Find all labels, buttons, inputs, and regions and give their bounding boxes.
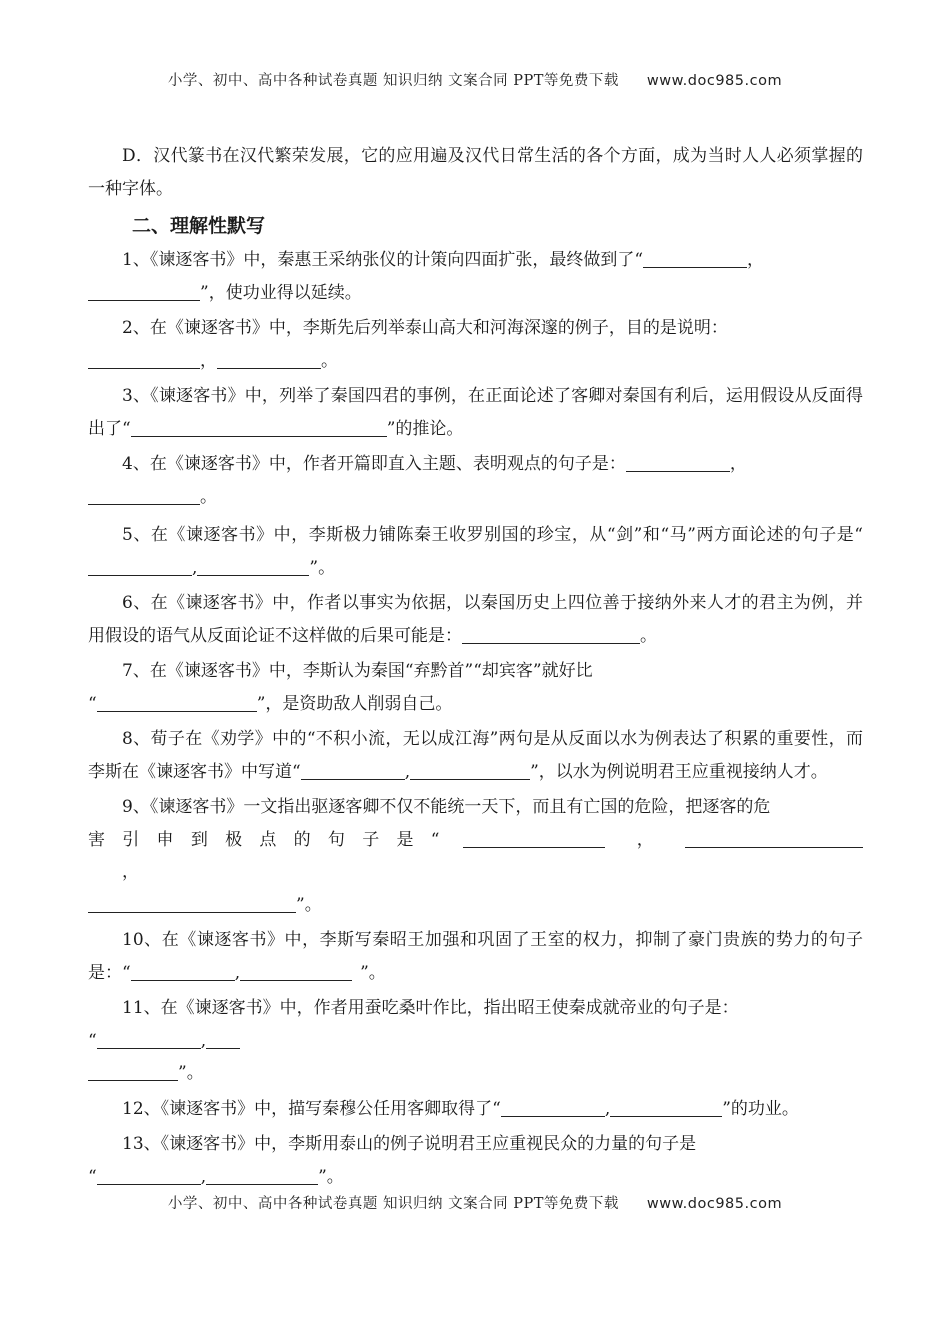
option-d: D．汉代篆书在汉代繁荣发展，它的应用遍及汉代日常生活的各个方面，成为当时人人必须掌握的一种字体。 xyxy=(88,146,863,199)
q12-text-a: 12、《谏逐客书》中，描写秦穆公任用客卿取得了“ xyxy=(122,1098,501,1119)
q8-text-a: 8、荀子在《劝学》中的“不积小流，无以成江海”两句是从反面以水为例表达了积累的重要性，而李斯在《谏逐客书》中写道“ xyxy=(88,729,863,782)
q9-text-e: ”。 xyxy=(296,894,322,915)
answer-blank[interactable] xyxy=(88,894,296,913)
answer-blank[interactable] xyxy=(301,761,405,780)
answer-blank[interactable] xyxy=(610,1098,722,1117)
q4-text-b: ， xyxy=(729,454,747,474)
answer-blank[interactable] xyxy=(88,350,200,369)
answer-blank[interactable] xyxy=(240,962,352,981)
answer-blank[interactable] xyxy=(97,693,257,712)
q10-text-b: , xyxy=(234,962,241,983)
answer-blank[interactable] xyxy=(462,625,640,644)
header-url[interactable]: www.doc985.com xyxy=(646,73,783,89)
question-3 xyxy=(88,380,863,445)
answer-blank[interactable] xyxy=(88,486,200,505)
question-12 xyxy=(88,1093,863,1126)
answer-blank[interactable] xyxy=(97,1030,201,1049)
question-13 xyxy=(88,1128,863,1193)
q1-text-c: ”，使功业得以延续。 xyxy=(200,282,362,303)
q5-text-a: 5、在《谏逐客书》中，李斯极力铺陈秦王收罗别国的珍宝，从“剑”和“马”两方面论述的句子是“ xyxy=(122,525,863,545)
q3-text-a: 3、《谏逐客书》中，列举了秦国四君的事例，在正面论述了客卿对秦国有利后，运用假设从反面得出了“ xyxy=(88,386,863,439)
question-7 xyxy=(88,655,863,720)
footer-banner xyxy=(0,1192,950,1213)
q11-text-c: , xyxy=(200,1030,207,1051)
answer-blank[interactable] xyxy=(463,829,605,848)
q7-text-a: 7、在《谏逐客书》中，李斯认为秦国“弃黔首”“却宾客”就好比 xyxy=(122,661,593,681)
section-title: 二、理解性默写 xyxy=(132,215,266,237)
answer-blank[interactable] xyxy=(206,1030,240,1049)
q4-text-c: 。 xyxy=(200,486,217,507)
q11-text-b: “ xyxy=(88,1030,97,1051)
q11-text-a: 11、在《谏逐客书》中，作者用蚕吃桑叶作比，指出昭王使秦成就帝业的句子是： xyxy=(122,998,739,1018)
q8-text-b: , xyxy=(404,761,411,782)
q5-text-b: , xyxy=(192,557,198,578)
question-10 xyxy=(88,924,863,989)
answer-blank[interactable] xyxy=(410,761,530,780)
q9-text-d: ， xyxy=(122,862,139,882)
document-content xyxy=(88,140,863,1193)
q10-text-a: 10、在《谏逐客书》中，李斯写秦昭王加强和巩固了王室的权力，抑制了豪门贵族的势力的句子是：“ xyxy=(88,930,863,983)
q7-text-c: ”，是资助敌人削弱自己。 xyxy=(256,693,453,714)
answer-blank[interactable] xyxy=(501,1098,605,1117)
q13-text-d: ”。 xyxy=(318,1166,344,1187)
footer-banner-text: 小学、初中、高中各种试卷真题 知识归纳 文案合同 PPT等免费下载 xyxy=(167,1196,619,1212)
q9-text-b: 害引申到极点的句子是“ xyxy=(88,829,454,850)
header-banner xyxy=(0,69,950,90)
question-9 xyxy=(88,791,863,921)
q4-text-a: 4、在《谏逐客书》中，作者开篇即直入主题、表明观点的句子是： xyxy=(122,454,626,474)
q5-text-c: ”。 xyxy=(309,557,336,578)
question-2 xyxy=(88,312,863,377)
answer-blank[interactable] xyxy=(131,418,387,437)
q7-text-b: “ xyxy=(88,693,97,714)
answer-blank[interactable] xyxy=(685,829,863,848)
q1-text-a: 1、《谏逐客书》中，秦惠王采纳张仪的计策向四面扩张，最终做到了“ xyxy=(122,250,644,270)
q1-text-b: ， xyxy=(747,250,765,270)
q12-text-b: , xyxy=(604,1098,611,1119)
q9-text-a: 9、《谏逐客书》一文指出驱逐客卿不仅不能统一天下，而且有亡国的危险，把逐客的危 xyxy=(122,797,771,817)
q2-text-b: ， xyxy=(200,350,217,371)
question-8 xyxy=(88,723,863,788)
q11-text-d: ”。 xyxy=(178,1063,204,1083)
header-banner-text: 小学、初中、高中各种试卷真题 知识归纳 文案合同 PPT等免费下载 xyxy=(167,73,619,89)
answer-blank[interactable] xyxy=(626,453,730,472)
footer-url[interactable]: www.doc985.com xyxy=(646,1196,783,1212)
q2-text-a: 2、在《谏逐客书》中，李斯先后列举泰山高大和河海深邃的例子，目的是说明： xyxy=(122,318,728,338)
answer-blank[interactable] xyxy=(131,962,235,981)
q6-text-b: 。 xyxy=(640,625,657,646)
q3-text-b: ”的推论。 xyxy=(386,418,464,439)
question-1 xyxy=(88,244,863,309)
q12-text-c: ”的功业。 xyxy=(722,1098,799,1119)
answer-blank[interactable] xyxy=(88,557,192,576)
answer-blank[interactable] xyxy=(97,1166,201,1185)
q2-text-c: 。 xyxy=(321,350,338,371)
question-6 xyxy=(88,587,863,652)
q9-text-c: ， xyxy=(633,829,658,850)
question-5 xyxy=(88,519,863,584)
q6-text-a: 6、在《谏逐客书》中，作者以事实为依据，以秦国历史上四位善于接纳外来人才的君主为例，并用假设的语气从反面论证不这样做的后果可能是： xyxy=(88,593,863,646)
answer-blank[interactable] xyxy=(206,1166,318,1185)
question-4 xyxy=(88,448,863,513)
question-11 xyxy=(88,992,863,1090)
q8-text-c: ”，以水为例说明君王应重视接纳人才。 xyxy=(530,761,828,782)
q10-text-c: ”。 xyxy=(360,962,386,983)
q13-text-a: 13、《谏逐客书》中，李斯用泰山的例子说明君王应重视民众的力量的句子是 xyxy=(122,1134,697,1154)
answer-blank[interactable] xyxy=(197,557,309,576)
q13-text-c: , xyxy=(200,1166,207,1187)
answer-blank[interactable] xyxy=(88,282,200,301)
answer-blank[interactable] xyxy=(643,249,747,268)
answer-blank[interactable] xyxy=(217,350,321,369)
answer-blank[interactable] xyxy=(88,1062,178,1081)
q13-text-b: “ xyxy=(88,1166,97,1187)
